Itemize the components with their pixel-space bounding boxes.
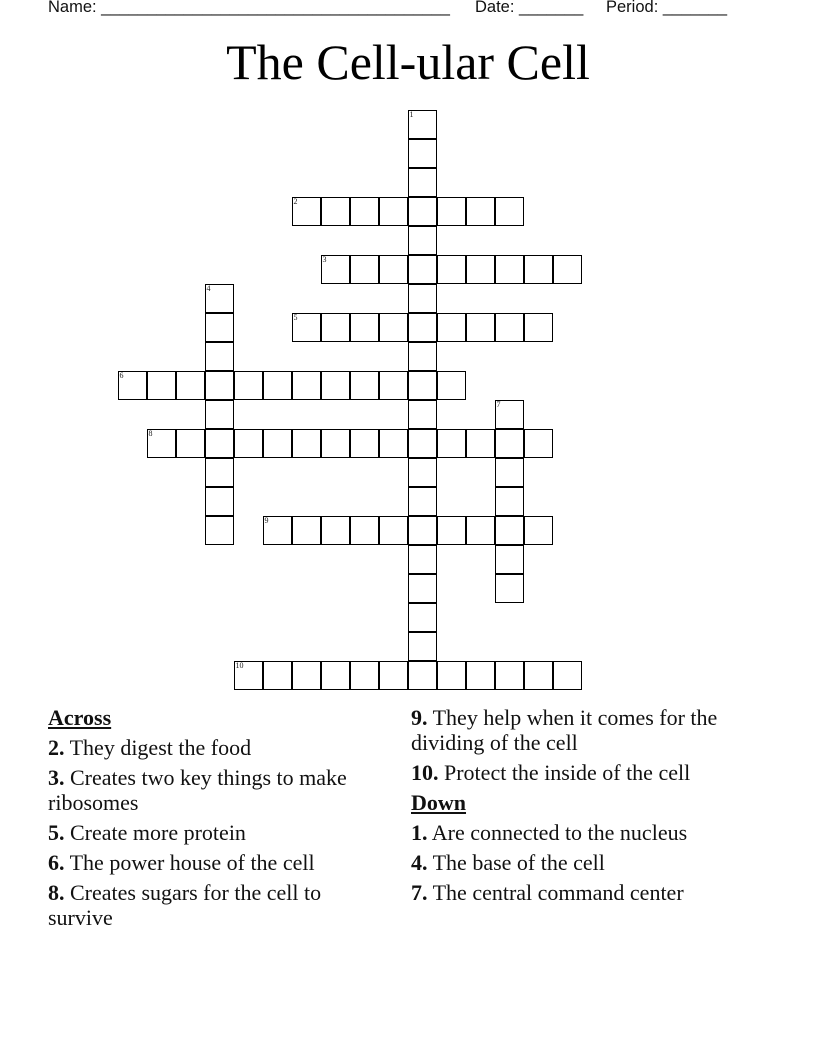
crossword-cell[interactable] bbox=[176, 429, 205, 458]
crossword-cell[interactable] bbox=[292, 371, 321, 400]
crossword-cell[interactable] bbox=[321, 371, 350, 400]
crossword-cell[interactable] bbox=[379, 429, 408, 458]
clue-across-2 bbox=[48, 735, 378, 760]
crossword-cell[interactable] bbox=[408, 516, 437, 545]
crossword-cell[interactable] bbox=[205, 342, 234, 371]
crossword-cell[interactable] bbox=[379, 255, 408, 284]
clue-text: The central command center bbox=[432, 880, 684, 905]
crossword-cell[interactable] bbox=[263, 429, 292, 458]
crossword-cell[interactable] bbox=[437, 371, 466, 400]
crossword-cell[interactable] bbox=[495, 197, 524, 226]
clue-text: Protect the inside of the cell bbox=[444, 760, 691, 785]
crossword-cell[interactable] bbox=[205, 313, 234, 342]
clue-text: They help when it comes for the dividing of the cell bbox=[411, 705, 718, 755]
crossword-cell[interactable] bbox=[524, 313, 553, 342]
crossword-cell[interactable] bbox=[553, 255, 582, 284]
crossword-cell[interactable] bbox=[495, 545, 524, 574]
cell-number: 9 bbox=[264, 516, 269, 525]
cell-number: 3 bbox=[322, 255, 327, 264]
crossword-cell[interactable] bbox=[379, 516, 408, 545]
crossword-cell[interactable] bbox=[408, 255, 437, 284]
cell-number: 6 bbox=[119, 371, 124, 380]
crossword-cell[interactable] bbox=[234, 661, 263, 690]
crossword-cell[interactable] bbox=[350, 661, 379, 690]
crossword-cell[interactable] bbox=[408, 400, 437, 429]
crossword-cell[interactable] bbox=[263, 371, 292, 400]
crossword-cell[interactable] bbox=[466, 516, 495, 545]
crossword-cell[interactable] bbox=[495, 661, 524, 690]
crossword-cell[interactable] bbox=[495, 313, 524, 342]
clue-number: 7. bbox=[411, 880, 428, 905]
crossword-cell[interactable] bbox=[408, 661, 437, 690]
clue-text: They digest the food bbox=[69, 735, 252, 760]
crossword-cell[interactable] bbox=[350, 313, 379, 342]
crossword-cell[interactable] bbox=[205, 487, 234, 516]
clue-across-9 bbox=[411, 705, 751, 755]
clue-down-7 bbox=[411, 880, 751, 905]
crossword-cell[interactable] bbox=[350, 429, 379, 458]
crossword-cell[interactable] bbox=[205, 371, 234, 400]
clue-down-1 bbox=[411, 820, 751, 845]
cell-number: 1 bbox=[409, 110, 414, 119]
crossword-cell[interactable] bbox=[321, 429, 350, 458]
crossword-cell[interactable] bbox=[437, 313, 466, 342]
clue-number: 10. bbox=[411, 760, 439, 785]
crossword-cell[interactable] bbox=[408, 139, 437, 168]
crossword-cell[interactable] bbox=[205, 284, 234, 313]
crossword-cell[interactable] bbox=[292, 516, 321, 545]
crossword-cell[interactable] bbox=[408, 371, 437, 400]
clue-text: Creates sugars for the cell to survive bbox=[48, 880, 322, 930]
crossword-cell[interactable] bbox=[147, 371, 176, 400]
cell-number: 10 bbox=[235, 661, 244, 670]
crossword-cell[interactable] bbox=[553, 661, 582, 690]
crossword-cell[interactable] bbox=[205, 400, 234, 429]
cell-number: 8 bbox=[148, 429, 153, 438]
crossword-cell[interactable] bbox=[437, 429, 466, 458]
clue-text: Create more protein bbox=[70, 820, 246, 845]
crossword-cell[interactable] bbox=[408, 110, 437, 139]
clue-across-6 bbox=[48, 850, 378, 875]
crossword-cell[interactable] bbox=[408, 574, 437, 603]
clue-number: 5. bbox=[48, 820, 65, 845]
crossword-cell[interactable] bbox=[263, 516, 292, 545]
crossword-cell[interactable] bbox=[205, 516, 234, 545]
down-heading: Down bbox=[411, 790, 467, 815]
crossword-cell[interactable] bbox=[234, 429, 263, 458]
crossword-cell[interactable] bbox=[321, 313, 350, 342]
crossword-cell[interactable] bbox=[408, 429, 437, 458]
crossword-cell[interactable] bbox=[495, 458, 524, 487]
crossword-cell[interactable] bbox=[379, 313, 408, 342]
crossword-cell[interactable] bbox=[408, 168, 437, 197]
crossword-cell[interactable] bbox=[350, 197, 379, 226]
cell-number: 5 bbox=[293, 313, 298, 322]
crossword-cell[interactable] bbox=[379, 371, 408, 400]
crossword-cell[interactable] bbox=[118, 371, 147, 400]
crossword-cell[interactable] bbox=[350, 371, 379, 400]
crossword-cell[interactable] bbox=[408, 545, 437, 574]
crossword-cell[interactable] bbox=[408, 284, 437, 313]
crossword-cell[interactable] bbox=[495, 574, 524, 603]
crossword-cell[interactable] bbox=[408, 342, 437, 371]
cell-number: 2 bbox=[293, 197, 298, 206]
clue-across-5 bbox=[48, 820, 378, 845]
crossword-cell[interactable] bbox=[263, 661, 292, 690]
crossword-cell[interactable] bbox=[524, 516, 553, 545]
crossword-cell[interactable] bbox=[408, 603, 437, 632]
crossword-cell[interactable] bbox=[495, 429, 524, 458]
crossword-cell[interactable] bbox=[437, 255, 466, 284]
crossword-cell[interactable] bbox=[495, 400, 524, 429]
crossword-cell[interactable] bbox=[292, 661, 321, 690]
crossword-cell[interactable] bbox=[524, 429, 553, 458]
clues-column-right bbox=[411, 705, 751, 910]
clue-text: The power house of the cell bbox=[69, 850, 315, 875]
cell-number: 4 bbox=[206, 284, 211, 293]
crossword-cell[interactable] bbox=[437, 661, 466, 690]
crossword-cell[interactable] bbox=[495, 487, 524, 516]
crossword-cell[interactable] bbox=[292, 429, 321, 458]
crossword-cell[interactable] bbox=[408, 632, 437, 661]
clue-number: 9. bbox=[411, 705, 428, 730]
clue-across-3 bbox=[48, 765, 378, 815]
clue-across-8 bbox=[48, 880, 378, 930]
crossword-cell[interactable] bbox=[350, 516, 379, 545]
clue-text: Are connected to the nucleus bbox=[431, 820, 688, 845]
crossword-cell[interactable] bbox=[205, 458, 234, 487]
clue-text: The base of the cell bbox=[432, 850, 605, 875]
clue-across-10 bbox=[411, 760, 751, 785]
period-field[interactable]: Period: _______ bbox=[606, 0, 728, 16]
name-field[interactable]: Name: ______________________________________ bbox=[48, 0, 450, 16]
crossword-cell[interactable] bbox=[437, 197, 466, 226]
clue-text: Creates two key things to make ribosomes bbox=[48, 765, 347, 815]
crossword-cell[interactable] bbox=[147, 429, 176, 458]
crossword-cell[interactable] bbox=[408, 487, 437, 516]
crossword-cell[interactable] bbox=[495, 516, 524, 545]
crossword-cell[interactable] bbox=[466, 255, 495, 284]
crossword-cell[interactable] bbox=[437, 516, 466, 545]
crossword-cell[interactable] bbox=[350, 255, 379, 284]
crossword-cell[interactable] bbox=[408, 458, 437, 487]
crossword-cell[interactable] bbox=[176, 371, 205, 400]
clue-number: 6. bbox=[48, 850, 65, 875]
crossword-cell[interactable] bbox=[205, 429, 234, 458]
clue-number: 8. bbox=[48, 880, 65, 905]
clue-number: 3. bbox=[48, 765, 65, 790]
crossword-cell[interactable] bbox=[234, 371, 263, 400]
crossword-cell[interactable] bbox=[321, 661, 350, 690]
cell-number: 7 bbox=[496, 400, 501, 409]
across-heading: Across bbox=[48, 705, 112, 730]
crossword-cell[interactable] bbox=[408, 197, 437, 226]
crossword-cell[interactable] bbox=[466, 197, 495, 226]
crossword-cell[interactable] bbox=[321, 516, 350, 545]
crossword-cell[interactable] bbox=[408, 226, 437, 255]
crossword-cell[interactable] bbox=[466, 661, 495, 690]
crossword-cell[interactable] bbox=[379, 197, 408, 226]
date-field[interactable]: Date: _______ bbox=[475, 0, 584, 16]
crossword-cell[interactable] bbox=[466, 313, 495, 342]
crossword-cell[interactable] bbox=[292, 197, 321, 226]
page-title: The Cell-ular Cell bbox=[226, 34, 590, 90]
clue-number: 4. bbox=[411, 850, 428, 875]
clue-down-4 bbox=[411, 850, 751, 875]
clues-column-left bbox=[48, 705, 378, 935]
clue-number: 1. bbox=[411, 820, 428, 845]
crossword-cell[interactable] bbox=[524, 661, 553, 690]
crossword-cell[interactable] bbox=[466, 429, 495, 458]
clue-number: 2. bbox=[48, 735, 65, 760]
crossword-cell[interactable] bbox=[321, 197, 350, 226]
crossword-cell[interactable] bbox=[495, 255, 524, 284]
crossword-cell[interactable] bbox=[408, 313, 437, 342]
crossword-cell[interactable] bbox=[292, 313, 321, 342]
crossword-cell[interactable] bbox=[379, 661, 408, 690]
crossword-cell[interactable] bbox=[321, 255, 350, 284]
crossword-cell[interactable] bbox=[524, 255, 553, 284]
